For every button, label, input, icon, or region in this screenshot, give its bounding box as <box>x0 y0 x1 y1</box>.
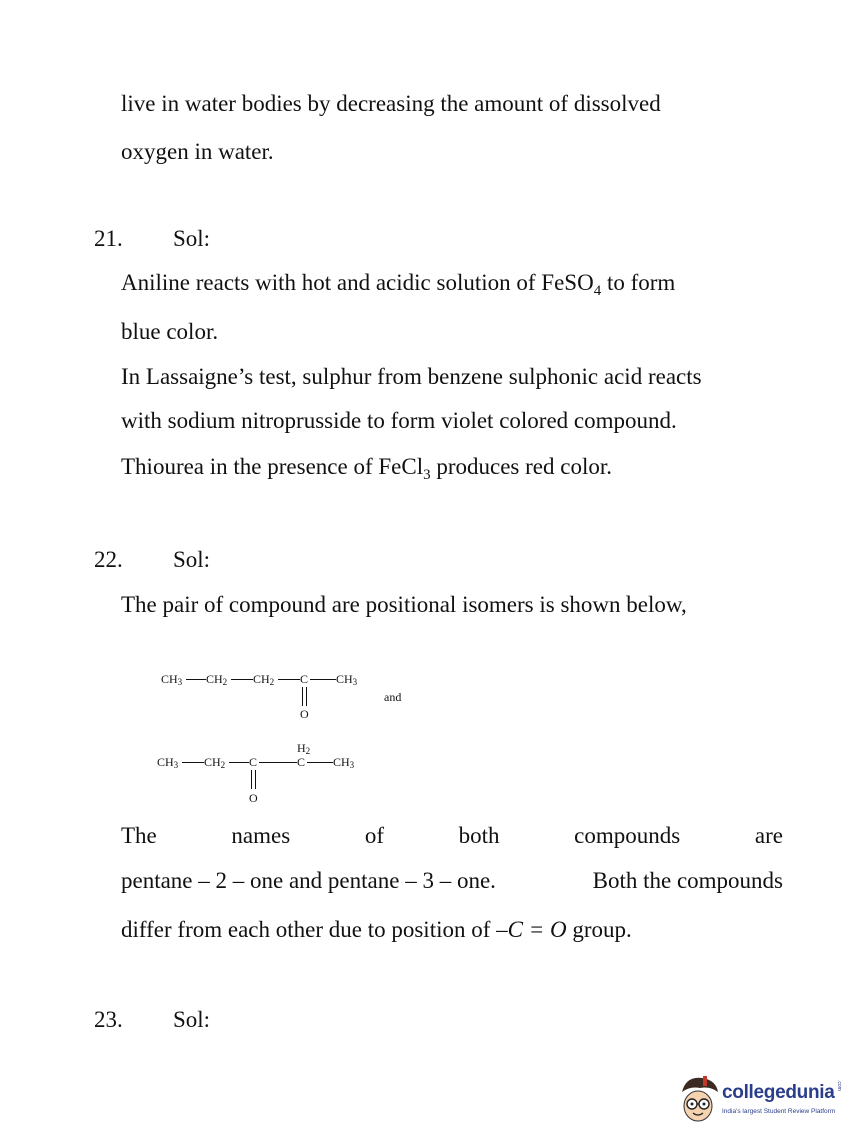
s2-ch2: CH2 <box>204 755 226 770</box>
q22-intro: The pair of compound are positional isomers is shown below, <box>121 592 687 617</box>
word-names: names <box>231 823 291 848</box>
q21-line-5-tail: produces red color. <box>430 454 612 479</box>
word-are: are <box>754 823 783 848</box>
logo-domain: .com <box>836 1080 842 1091</box>
s2-bond-4 <box>307 762 333 763</box>
word-compounds: compounds <box>574 823 681 848</box>
question-number-22: 22. <box>94 547 123 572</box>
s2-carbonyl-c: C <box>249 755 258 769</box>
q21-line-1 <box>121 271 675 299</box>
logo-tagline: India's largest Student Review Platform <box>722 1108 836 1115</box>
s2-double-bond-a <box>251 770 252 789</box>
s1-double-bond-a <box>302 687 303 706</box>
s2-ch3-left: CH3 <box>157 755 179 770</box>
intro-line-1: live in water bodies by decreasing the amount of dissolved <box>121 91 661 116</box>
q21-line-5-subscript: 3 <box>423 467 431 483</box>
s1-ch2-b: CH2 <box>253 672 275 687</box>
word-of: of <box>364 823 384 848</box>
q21-line-2: blue color. <box>121 319 219 344</box>
question-number-23: 23. <box>94 1007 123 1032</box>
q22-line-3-text: differ from each other due to position of <box>121 917 497 942</box>
q21-line-1-tail: to form <box>601 270 676 295</box>
q21-line-5-text: Thiourea in the presence of FeCl <box>121 454 424 479</box>
sol-label-22: Sol: <box>173 547 211 572</box>
s1-bond-2 <box>231 679 253 680</box>
s1-oxygen: O <box>300 707 309 721</box>
s2-double-bond-b <box>255 770 256 789</box>
s2-oxygen: O <box>249 791 258 805</box>
and-label: and <box>384 690 402 704</box>
s2-bond-1 <box>182 762 204 763</box>
q22-line-3 <box>121 918 632 941</box>
q22-line-2 <box>121 869 783 892</box>
q22-line-3-tail: group. <box>566 917 632 942</box>
s2-ch2-c: C <box>297 755 306 769</box>
q21-line-5 <box>121 455 612 483</box>
q21-line-3: In Lassaigne’s test, sulphur from benzene sulphonic acid reacts <box>121 364 702 389</box>
s1-carbonyl-c: C <box>300 672 309 686</box>
s1-double-bond-b <box>306 687 307 706</box>
q21-line-4: with sodium nitroprusside to form violet colored compound. <box>121 408 677 433</box>
s2-ch3-right: CH3 <box>333 755 355 770</box>
sol-label-21: Sol: <box>173 226 211 251</box>
sol-label-23: Sol: <box>173 1007 211 1032</box>
q22-compound-names: pentane – 2 – one and pentane – 3 – one. <box>121 868 496 893</box>
s1-ch2-a: CH2 <box>206 672 228 687</box>
s1-ch3-right: CH3 <box>336 672 358 687</box>
mascot-icon <box>676 1074 724 1128</box>
q22-names-line <box>121 824 783 847</box>
s2-h2: H2 <box>297 741 311 756</box>
s1-bond-4 <box>310 679 336 680</box>
carbonyl-group-formula: –C = O <box>496 917 567 942</box>
question-number-21: 21. <box>94 226 123 251</box>
q21-line-1-text: Aniline reacts with hot and acidic solution of FeSO <box>121 270 594 295</box>
word-the: The <box>121 823 157 848</box>
intro-line-2: oxygen in water. <box>121 139 274 164</box>
q22-both-compounds: Both the compounds <box>592 868 783 893</box>
q21-line-1-subscript: 4 <box>593 283 602 299</box>
s1-bond-3 <box>278 679 300 680</box>
s2-bond-2 <box>229 762 249 763</box>
logo-wordmark: collegedunia <box>722 1082 835 1103</box>
s2-bond-3 <box>259 762 297 763</box>
s1-ch3-left: CH3 <box>161 672 183 687</box>
word-both: both <box>458 823 500 848</box>
s1-bond-1 <box>186 679 206 680</box>
